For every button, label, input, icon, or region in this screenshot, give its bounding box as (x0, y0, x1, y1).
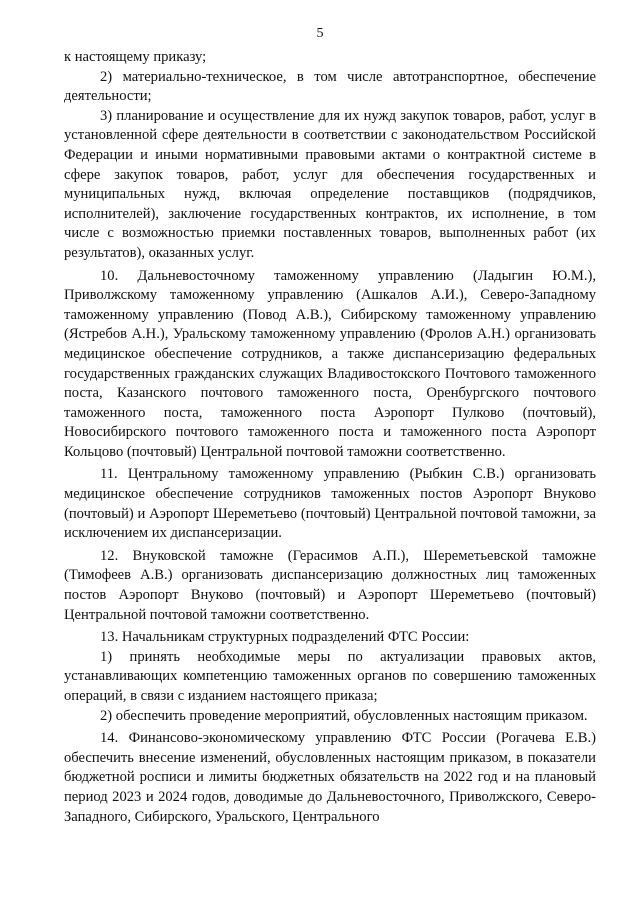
paragraph-continuation: к настоящему приказу; (64, 49, 207, 65)
document-body (64, 48, 596, 827)
paragraph-13-item-1: 1) принять необходимые меры по актуализации правовых актов, устанавливающих компетенцию таможенных органов по совершению таможенных операций, в связи с изданием настоящего приказа; (64, 648, 596, 704)
paragraph-12: 12. Внуковской таможне (Герасимов А.П.), Шереметьевской таможне (Тимофеев А.В.) организовать диспансеризацию должностных лиц таможенных постов Аэропорт Внуково (почтовый) и Аэропорт Шереметьево (почтовый) Центральной почтовой таможни соответственно. (64, 547, 596, 623)
paragraph-13-item-2: 2) обеспечить проведение мероприятий, обусловленных настоящим приказом. (100, 707, 588, 724)
paragraph-11: 11. Центральному таможенному управлению (Рыбкин С.В.) организовать медицинское обеспечение сотрудников таможенных постов Аэропорт Внуково (почтовый) и Аэропорт Шереметьево (почтовый) Центральной почтовой таможни, за исключением их диспансеризации. (64, 466, 596, 542)
paragraph-13: 13. Начальникам структурных подразделений ФТС России: (100, 629, 470, 646)
paragraph-14: 14. Финансово-экономическому управлению ФТС России (Рогачева Е.В.) обеспечить внесение изменений, обусловленных настоящим приказом, в показатели бюджетной росписи и лимиты бюджетных обязательств на 2022 год и на плановый период 2023 и 2024 годов, доводимые до Дальневосточного, Приволжского, Северо-Западного, Сибирского, Уральского, Центрального (64, 730, 596, 825)
paragraph-item-2: 2) материально-техническое, в том числе автотранспортное, обеспечение деятельности; (64, 68, 596, 105)
paragraph-10: 10. Дальневосточному таможенному управлению (Ладыгин Ю.М.), Приволжскому таможенному управлению (Ашкалов А.И.), Северо-Западному таможенному управлению (Повод А.В.), Сибирскому таможенному управлению (Ястребов А.Н.), Уральскому таможенному управлению (Фролов А.Н.) организовать медицинское обеспечение сотрудников, а также диспансеризацию федеральных государственных гражданских служащих Владивостокского Почтового таможенного поста, Казанского почтового таможенного поста, Оренбургского почтового таможенного поста, таможенного поста Аэропорт Пулково (почтовый), Новосибирского почтового таможенного поста и таможенного поста Аэропорт Кольцово (почтовый) Центральной почтовой таможни соответственно. (64, 267, 596, 460)
page-number: 5 (316, 26, 324, 41)
paragraph-item-3: 3) планирование и осуществление для их нужд закупок товаров, работ, услуг в установленной сфере деятельности в соответствии с законодательством Российской Федерации и иными нормативными правовыми актами о контрактной системе в сфере закупок товаров, работ, услуг для обеспечения государственных и муниципальных нужд, включая определение поставщиков (подрядчиков, исполнителей), заключение государственных контрактов, их исполнение, в том числе с возможностью приемки поставленных товаров, выполненных работ (их результатов), оказанных услуг. (64, 107, 596, 261)
